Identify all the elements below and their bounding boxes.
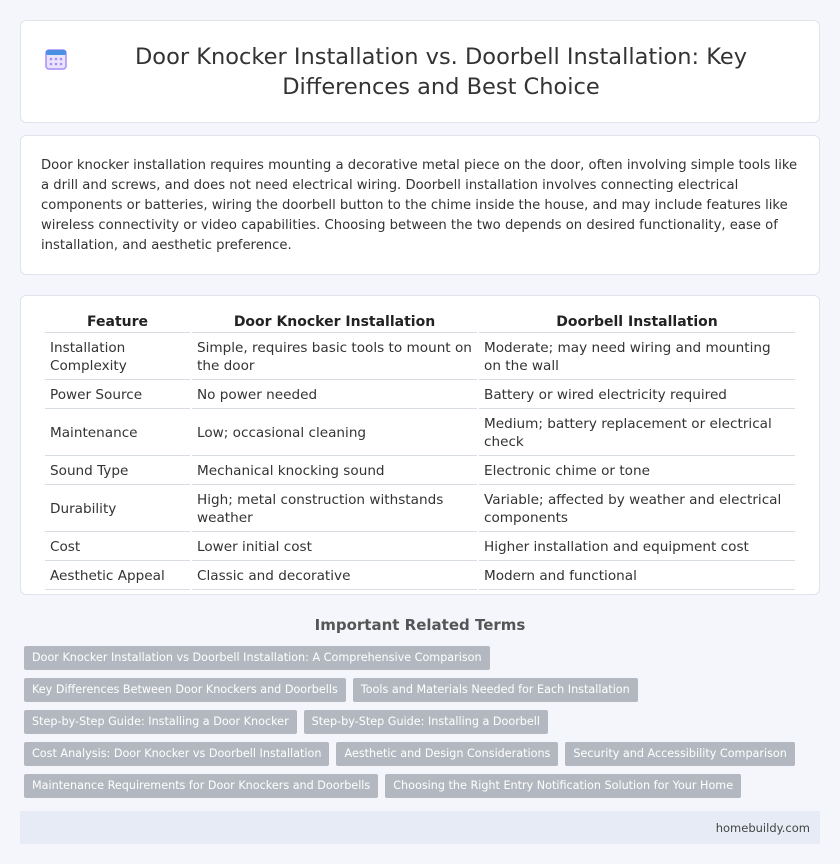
doorbell-cell: Moderate; may need wiring and mounting on the wall: [479, 333, 795, 380]
door-knocker-cell: Simple, requires basic tools to mount on the door: [192, 333, 477, 380]
related-tag[interactable]: Step-by-Step Guide: Installing a Doorbell: [304, 710, 548, 734]
calendar-icon: [43, 46, 69, 72]
feature-cell: Cost: [45, 532, 190, 561]
feature-cell: Power Source: [45, 380, 190, 409]
door-knocker-cell: Low; occasional cleaning: [192, 409, 477, 456]
footer: [20, 811, 820, 844]
feature-cell: Installation Complexity: [45, 333, 190, 380]
door-knocker-cell: Classic and decorative: [192, 561, 477, 590]
related-tag[interactable]: Door Knocker Installation vs Doorbell Installation: A Comprehensive Comparison: [24, 646, 490, 670]
related-tag[interactable]: Maintenance Requirements for Door Knockers and Doorbells: [24, 774, 378, 798]
related-tag[interactable]: Tools and Materials Needed for Each Installation: [353, 678, 638, 702]
footer-site-link[interactable]: homebuildy.com: [715, 821, 810, 835]
table-header-row: [45, 310, 795, 333]
related-tag[interactable]: Key Differences Between Door Knockers and Doorbells: [24, 678, 346, 702]
doorbell-cell: Battery or wired electricity required: [479, 380, 795, 409]
doorbell-cell: Modern and functional: [479, 561, 795, 590]
related-tags: [20, 646, 820, 798]
doorbell-cell: Medium; battery replacement or electrical check: [479, 409, 795, 456]
door-knocker-cell: No power needed: [192, 380, 477, 409]
header-doorbell: Doorbell Installation: [479, 310, 795, 333]
table-row: [45, 409, 795, 456]
header-door-knocker: Door Knocker Installation: [192, 310, 477, 333]
doorbell-cell: Higher installation and equipment cost: [479, 532, 795, 561]
door-knocker-cell: Lower initial cost: [192, 532, 477, 561]
comparison-card: [20, 295, 820, 595]
summary-card: [20, 135, 820, 275]
related-tag[interactable]: Security and Accessibility Comparison: [565, 742, 794, 766]
table-row: [45, 380, 795, 409]
feature-cell: Durability: [45, 485, 190, 532]
table-row: [45, 532, 795, 561]
related-terms-title: Important Related Terms: [314, 616, 526, 634]
doorbell-cell: Electronic chime or tone: [479, 456, 795, 485]
related-tag[interactable]: Aesthetic and Design Considerations: [336, 742, 558, 766]
title-card: [20, 20, 820, 123]
table-row: [45, 333, 795, 380]
doorbell-cell: Variable; affected by weather and electrical components: [479, 485, 795, 532]
related-tag[interactable]: Cost Analysis: Door Knocker vs Doorbell Installation: [24, 742, 329, 766]
title-wrap: [43, 42, 797, 102]
feature-cell: Maintenance: [45, 409, 190, 456]
summary-text: Door knocker installation requires mounting a decorative metal piece on the door, often involving simple tools like a drill and screws, and does not need electrical wiring. Doorbell installation involves connecting electrical components or batteries, wiring the doorbell button to the chime inside the house, and may include features like wireless connectivity or video capabilities. Choosing between the two depends on desired functionality, ease of installation, and aesthetic preference.: [41, 158, 798, 253]
door-knocker-cell: High; metal construction withstands weather: [192, 485, 477, 532]
door-knocker-cell: Mechanical knocking sound: [192, 456, 477, 485]
table-row: [45, 456, 795, 485]
comparison-table: [43, 310, 797, 590]
feature-cell: Sound Type: [45, 456, 190, 485]
page-title: Door Knocker Installation vs. Doorbell Installation: Key Differences and Best Choice: [134, 43, 748, 100]
header-feature: Feature: [45, 310, 190, 333]
feature-cell: Aesthetic Appeal: [45, 561, 190, 590]
related-tag[interactable]: Step-by-Step Guide: Installing a Door Knocker: [24, 710, 297, 734]
table-row: [45, 561, 795, 590]
table-row: [45, 485, 795, 532]
related-tag[interactable]: Choosing the Right Entry Notification Solution for Your Home: [385, 774, 741, 798]
